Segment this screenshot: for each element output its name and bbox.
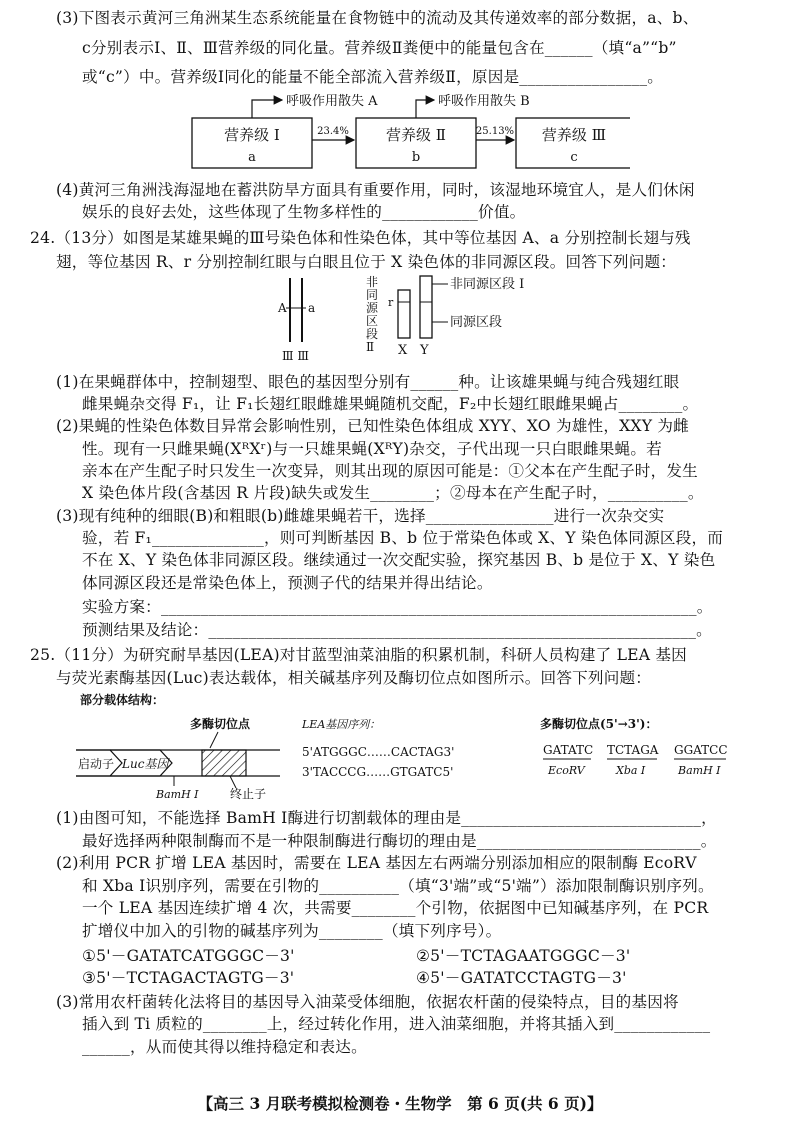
- q24-p3-result: 预测结果及结论：_____________________________________________________________。: [82, 621, 712, 639]
- gene-a: a: [308, 301, 316, 315]
- q24-p1-line1: (1)在果蝇群体中，控制翅型、眼色的基因型分别有______种。让该雄果蝇与纯合残翅红眼: [56, 373, 680, 391]
- gene-r: r: [388, 296, 394, 309]
- svg-text:同: 同: [366, 288, 379, 302]
- q24-p2-line4: X 染色体片段(含基因 R 片段)缺失或发生________；②母本在产生配子时，__________。: [82, 484, 704, 502]
- q24-p3-line4: 体同源区段还是常染色体上，预测子代的结果并得出结论。: [82, 574, 493, 592]
- q25-p3-line3: ______，从而使其得以维持稳定和表达。: [82, 1038, 367, 1056]
- box2-var: b: [411, 150, 421, 165]
- site-bamhi: [674, 743, 728, 777]
- svg-text:BamH Ⅰ: BamH Ⅰ: [678, 764, 721, 777]
- q24-p2-line2: 性。现有一只雌果蝇(XᴿXʳ)与一只雄果蝇(XᴿY)杂交，子代出现一只白眼雌果蝇。若: [82, 440, 662, 458]
- q24-line1: 24.（13分）如图是某雄果蝇的Ⅲ号染色体和性染色体，其中等位基因 A、a 分别控制长翅与残: [30, 229, 691, 247]
- promoter-label: 启动子: [78, 757, 115, 771]
- energy-flow-diagram: [180, 88, 630, 178]
- q25-line1: 25.（11分）为研究耐旱基因(LEA)对甘蓝型油菜油脂的积累机制，科研人员构建了 LEA 基因: [30, 646, 687, 664]
- multi-site-label: 多酶切位点: [190, 717, 251, 731]
- terminator-label: 终止子: [230, 787, 267, 801]
- gene-A: A: [278, 301, 287, 315]
- terminator-block: [202, 750, 246, 776]
- site-xbai: [607, 743, 659, 777]
- bamhi-label: BamH Ⅰ: [156, 788, 199, 801]
- q23-p3-line1: (3)下图表示黄河三角洲某生态系统能量在食物链中的流动及其传递效率的部分数据，a、b、: [56, 9, 699, 27]
- q24-p3-plan: 实验方案：___________________________________________________________________。: [82, 598, 713, 616]
- homologous-label: 同源区段: [450, 315, 503, 330]
- q23-p4-line2: 娱乐的良好去处，这些体现了生物多样性的____________价值。: [82, 203, 526, 221]
- q24-p2-line1: (2)果蝇的性染色体数目异常会影响性别，已知性染色体组成 XYY、XO 为雄性，XXY 为雌: [56, 417, 689, 435]
- q25-line2: 与荧光素酶基因(Luc)表达载体，相关碱基序列及酶切位点如图所示。回答下列问题：: [56, 669, 652, 687]
- box1-title: 营养级 Ⅰ: [224, 126, 280, 144]
- x-chromosome: [398, 290, 410, 338]
- q23-p3-line2: c分别表示Ⅰ、Ⅱ、Ⅲ营养级的同化量。营养级Ⅱ粪便中的能量包含在______（填“a”“b”: [82, 39, 677, 57]
- label-III: Ⅲ Ⅲ: [282, 349, 309, 363]
- q24-p3-line3: 不在 X、Y 染色体非同源区段。继续通过一次交配实验，探究基因 B、b 是位于 X、Y 染色: [82, 551, 716, 569]
- q24-line2: 翅，等位基因 R、r 分别控制红眼与白眼且位于 X 染色体的非同源区段。回答下列问题：: [56, 253, 677, 271]
- label-Y: Y: [420, 343, 429, 358]
- side-label: [366, 274, 379, 354]
- svg-text:GGATCC: GGATCC: [674, 743, 728, 757]
- q25-p2-line4: 扩增仪中加入的引物的碱基序列为________（填下列序号）。: [82, 922, 502, 940]
- y-chromosome: [420, 276, 432, 338]
- luc-label: Luc基因: [122, 757, 169, 771]
- q25-p2-line1: (2)利用 PCR 扩增 LEA 基因时，需要在 LEA 基因左右两端分别添加相应的限制酶 EcoRⅤ: [56, 854, 697, 872]
- svg-text:段: 段: [366, 327, 379, 341]
- q24-p3-line1: (3)现有纯种的细眼(B)和粗眼(b)雌雄果蝇若干，选择________________进行一次杂交实: [56, 507, 665, 525]
- lea-seq-2: 3'TACCCG……GTGATC5': [302, 765, 454, 779]
- eff-2: 25.13%: [475, 126, 515, 137]
- q25-p1-line2: 最好选择两种限制酶而不是一种限制酶进行酶切的理由是____________________________。: [82, 832, 717, 850]
- q25-option-2: ②5'－TCTAGAATGGGC－3': [416, 947, 631, 965]
- resp-a: 呼吸作用散失 A: [286, 94, 378, 109]
- q23-p4-line1: (4)黄河三角洲浅海湿地在蓄洪防旱方面具有重要作用，同时，该湿地环境宜人，是人们休闲: [56, 181, 695, 199]
- q23-p3-line3: 或“c”）中。营养级Ⅰ同化的能量不能全部流入营养级Ⅱ，原因是________________。: [82, 68, 664, 86]
- q25-p3-line2: 插入到 Ti 质粒的________上，经过转化作用，进入油菜细胞，并将其插入到____________: [82, 1015, 711, 1033]
- label-X: X: [398, 343, 408, 358]
- q24-p2-line3: 亲本在产生配子时只发生一次变异，则其出现的原因可能是：①父本在产生配子时，发生: [82, 462, 698, 480]
- chromosome-diagram: [270, 272, 560, 372]
- box3-title: 营养级 Ⅲ: [541, 126, 607, 144]
- svg-text:TCTAGA: TCTAGA: [607, 743, 659, 757]
- q25-option-3: ③5'－TCTAGACTAGTG－3': [82, 969, 295, 987]
- q25-option-1: ①5'－GATATCATGGGC－3': [82, 947, 295, 965]
- box3-var: c: [570, 150, 578, 165]
- box2-title: 营养级 Ⅱ: [386, 126, 446, 144]
- site-ecorv: [543, 743, 593, 777]
- page-footer: 【高三 3 月联考模拟检测卷・生物学 第 6 页(共 6 页)】: [197, 1094, 603, 1113]
- svg-text:GATATC: GATATC: [543, 743, 594, 757]
- resp-b: 呼吸作用散失 B: [438, 94, 530, 109]
- vector-title: 部分载体结构：: [80, 693, 165, 707]
- svg-text:源: 源: [366, 301, 379, 315]
- vector-figure: [70, 690, 760, 805]
- lea-title: LEA基因序列：: [302, 718, 381, 731]
- svg-text:EcoRV: EcoRV: [548, 764, 585, 777]
- sites-title: 多酶切位点(5'→3')：: [540, 717, 658, 731]
- svg-text:Ⅱ: Ⅱ: [366, 340, 375, 354]
- q25-p1-line1: (1)由图可知，不能选择 BamH Ⅰ酶进行切割载体的理由是______________________________，: [56, 809, 717, 827]
- eff-1: 23.4%: [317, 126, 349, 137]
- svg-text:Xba Ⅰ: Xba Ⅰ: [616, 764, 646, 777]
- q24-p3-line2: 验，若 F₁______________，则可判断基因 B、b 位于常染色体或 X、Y 染色体同源区段，而: [82, 529, 724, 547]
- q25-p3-line1: (3)常用农杆菌转化法将目的基因导入油菜受体细胞，依据农杆菌的侵染特点，目的基因将: [56, 993, 679, 1011]
- q25-p2-line3: 一个 LEA 基因连续扩增 4 次，共需要________个引物，依据图中已知碱基序列，在 PCR: [82, 899, 709, 917]
- svg-text:区: 区: [366, 314, 379, 328]
- box1-var: a: [248, 150, 256, 165]
- q24-p1-line2: 雌果蝇杂交得 F₁，让 F₁长翅红眼雌雄果蝇随机交配，F₂中长翅红眼雌果蝇占________。: [82, 395, 699, 413]
- nonhomologous-label: 非同源区段 Ⅰ: [450, 277, 525, 292]
- q25-option-4: ④5'－GATATCCTAGTG－3': [416, 969, 627, 987]
- svg-text:非: 非: [366, 275, 379, 289]
- lea-seq-1: 5'ATGGGC……CACTAG3': [302, 745, 455, 759]
- q25-p2-line2: 和 Xba Ⅰ识别序列，需要在引物的__________（填“3'端”或“5'端”）添加限制酶识别序列。: [82, 877, 714, 895]
